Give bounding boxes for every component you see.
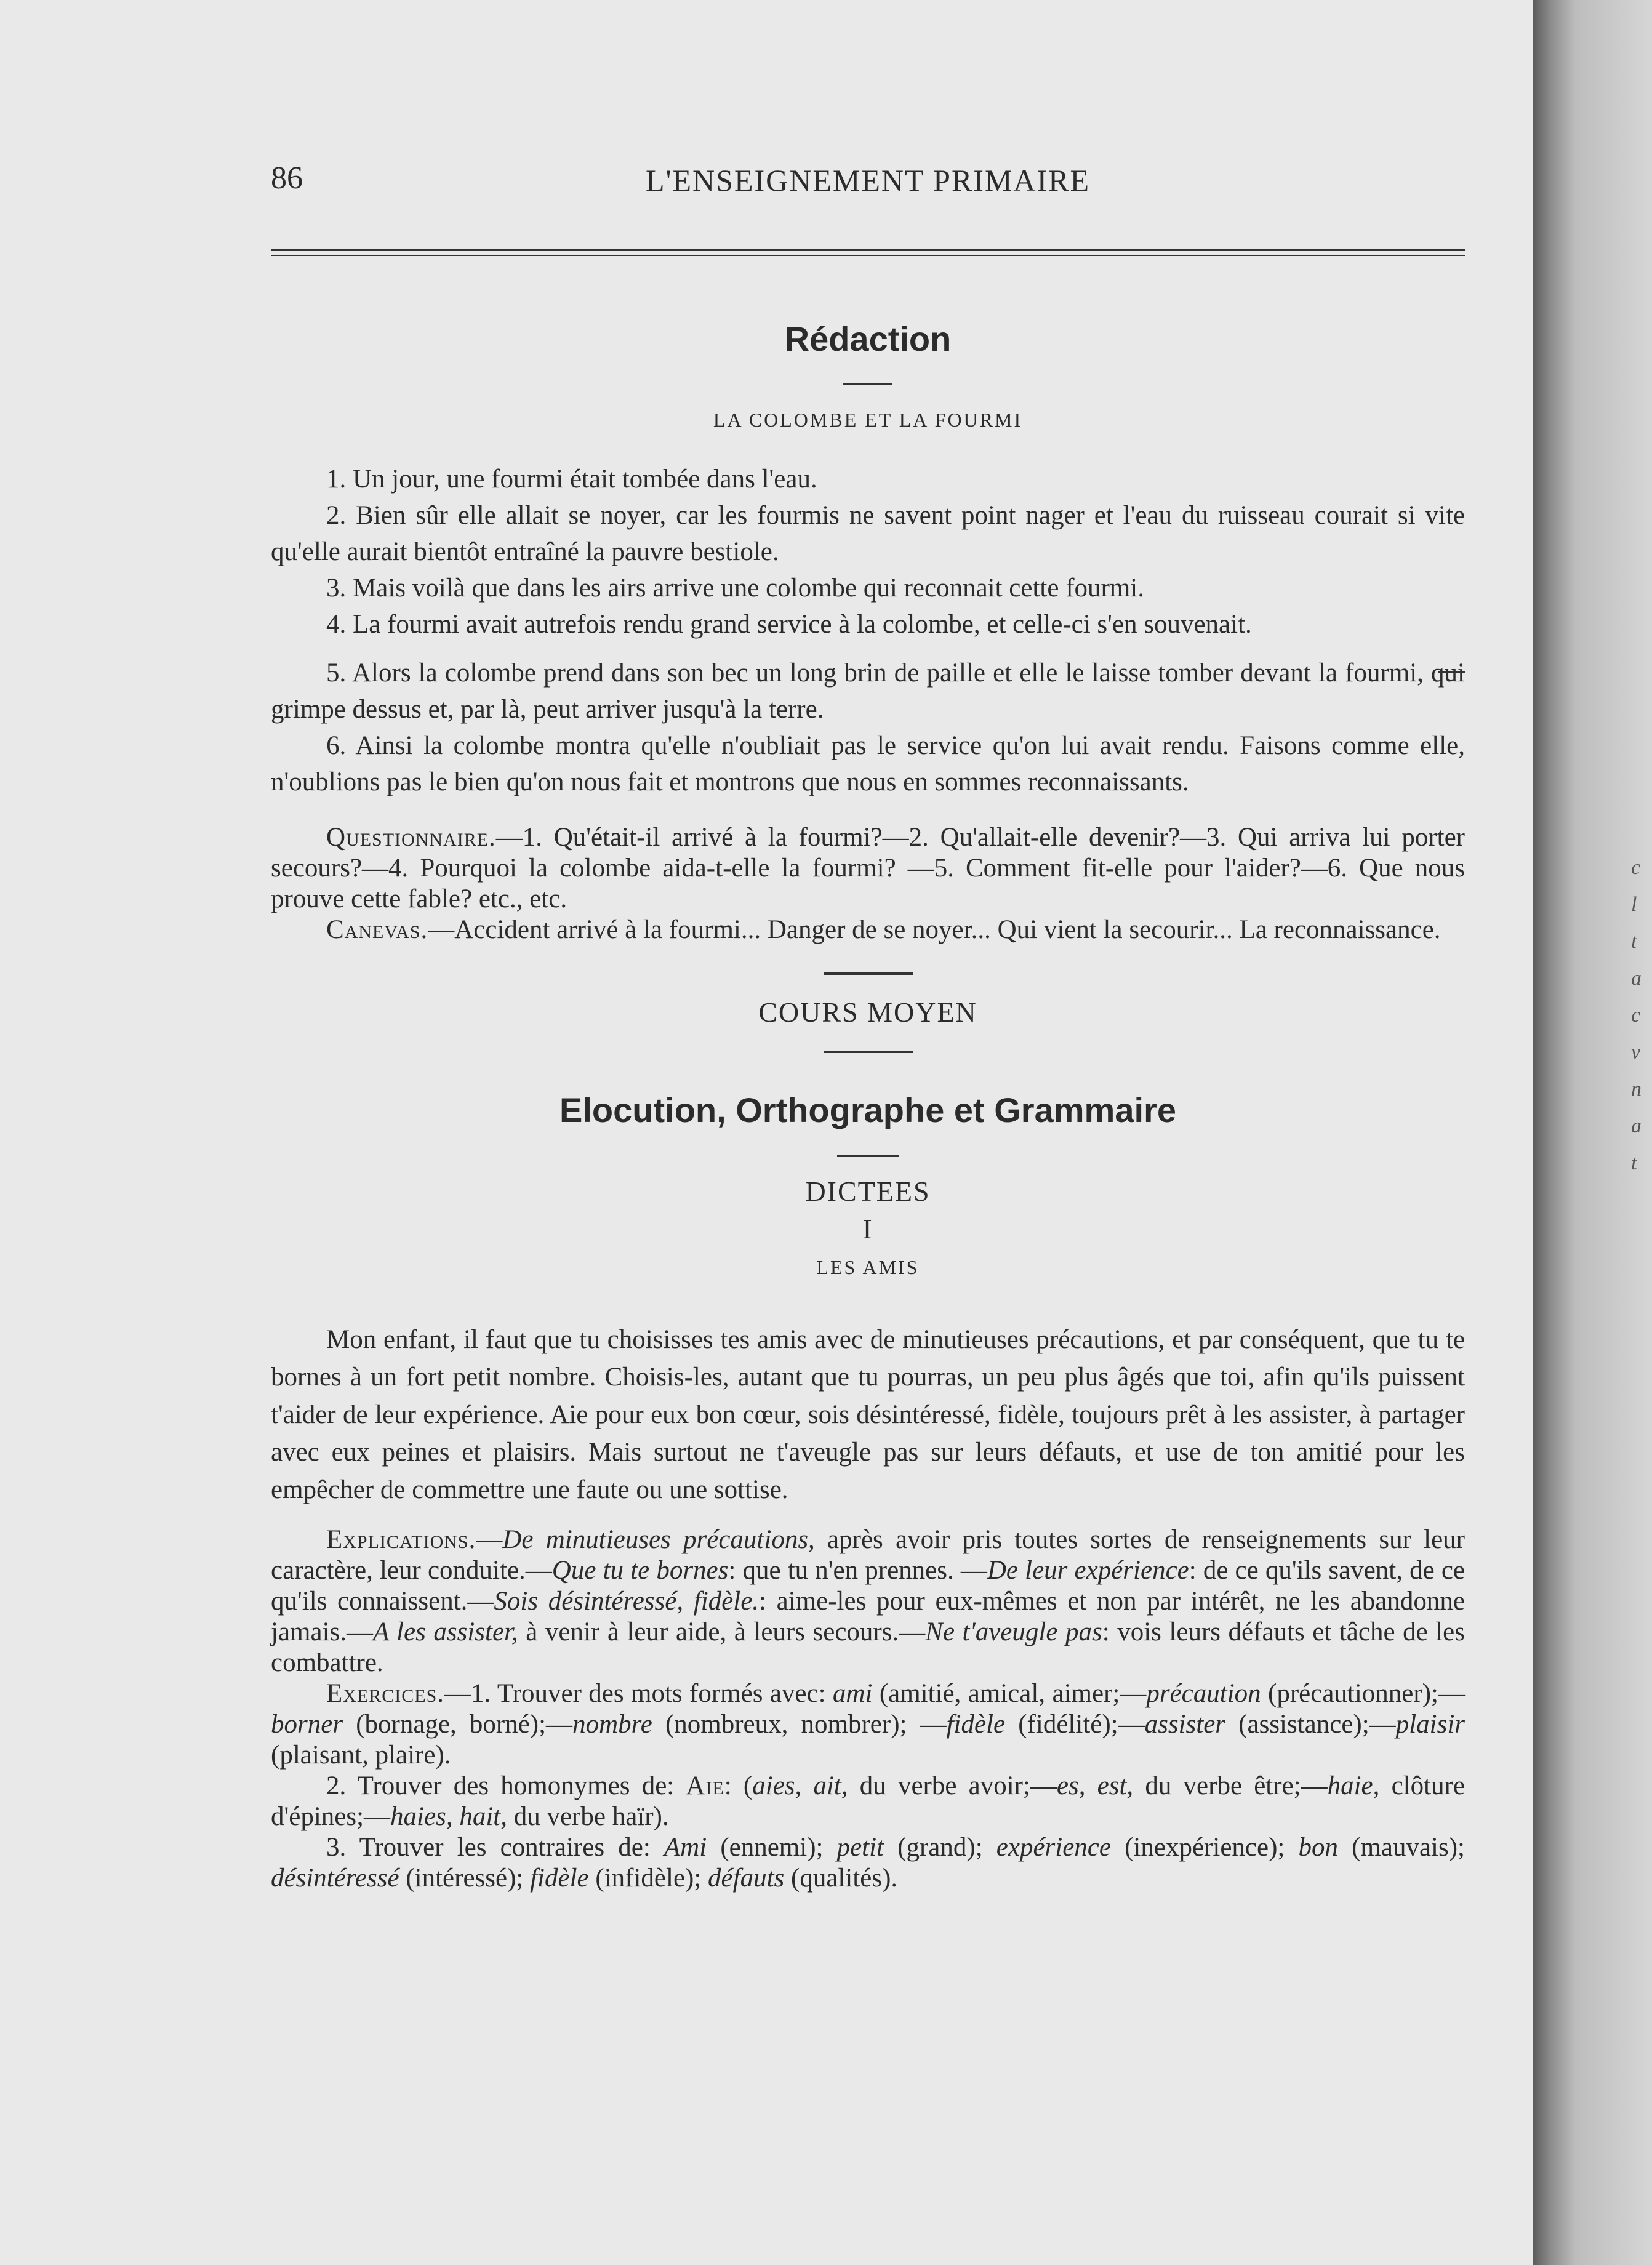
explications-text: : de ce qu'ils savent, de ce qu'ils connaissent.—: [271, 1556, 1466, 1616]
exercice-term: borner: [271, 1710, 343, 1739]
exercice-3: [271, 1832, 1465, 1894]
exercice-text: (grand);: [884, 1833, 996, 1862]
exercice-text: du verbe être;—: [1133, 1771, 1328, 1800]
next-page-letter: t: [1631, 1152, 1637, 1174]
exercice-text: (plaisant, plaire).: [271, 1741, 451, 1770]
explications-text: après avoir pris toutes sortes de renseignements sur leur caractère, leur conduite.—: [271, 1525, 1466, 1585]
short-rule: [843, 383, 892, 385]
section-heading-redaction: Rédaction: [784, 319, 952, 358]
explications-term: Ne t'aveugle pas: [925, 1618, 1102, 1646]
next-page-letters: [1631, 849, 1652, 1182]
exercice-term: es, est,: [1056, 1771, 1134, 1800]
header-double-rule: [271, 249, 1465, 256]
cours-moyen-title: COURS MOYEN: [758, 996, 977, 1028]
dictee-body: [271, 1321, 1465, 1509]
page-content: [271, 154, 1465, 1894]
explications: [271, 1525, 1465, 1678]
exercice-term: plaisir: [1395, 1710, 1465, 1739]
story-paragraph: 3. Mais voilà que dans les airs arrive une colombe qui reconnait cette fourmi.: [326, 574, 1144, 603]
story-paragraph: 1. Un jour, une fourmi était tombée dans l'eau.: [326, 465, 817, 494]
exercice-1: [271, 1678, 1465, 1771]
exercice-text: du verbe avoir;—: [848, 1771, 1057, 1800]
exercice-text: (inexpérience);: [1110, 1833, 1299, 1862]
exercice-term: petit: [836, 1833, 884, 1862]
exercice-term: bon: [1298, 1833, 1338, 1862]
exercice-text: (bornage, borné);—: [343, 1710, 573, 1739]
exercice-text: (ennemi);: [707, 1833, 837, 1862]
story-paragraph: 2. Bien sûr elle allait se noyer, car les fourmis ne savent point nager et l'eau du ruisseau courait si vite qu'elle aurait bientôt entraîné la pauvre bestiole.: [271, 501, 1465, 566]
exercice-term: défauts: [708, 1864, 785, 1893]
explications-term: Que tu te bornes: [551, 1556, 729, 1585]
explications-label: Explications.: [326, 1525, 476, 1554]
exercice-text: clôture d'épines;—: [271, 1771, 1465, 1831]
exercice-text: 2. Trouver des homonymes de:: [326, 1771, 686, 1800]
story-title: LA COLOMBE ET LA FOURMI: [713, 409, 1023, 431]
notes-block: [271, 1525, 1465, 1894]
exercice-text: du verbe haïr).: [507, 1802, 669, 1831]
exercice-term: fidèle: [946, 1710, 1006, 1739]
next-page-letter: a: [1631, 1115, 1642, 1137]
canevas: [271, 915, 1465, 945]
story-paragraphs: [271, 461, 1465, 800]
exercice-text: (précautionner);—: [1261, 1679, 1465, 1708]
exercice-text: (assistance);—: [1225, 1710, 1396, 1739]
exercice-text: (infidèle);: [588, 1864, 708, 1893]
exercice-text: (amitié, amical, aimer;—: [872, 1679, 1147, 1708]
exercice-text: (mauvais);: [1337, 1833, 1465, 1862]
exercice-2: [271, 1771, 1465, 1832]
explications-text: —: [476, 1525, 503, 1554]
exercice-term: désintéressé: [271, 1864, 399, 1893]
explications-term: A les assister,: [373, 1618, 518, 1646]
exercices-label: Exercices.: [326, 1679, 445, 1708]
explications-term: De leur expérience: [987, 1556, 1189, 1585]
exercice-text: —1. Trouver des mots formés avec:: [444, 1679, 833, 1708]
margin-dash: [1438, 671, 1465, 673]
story-paragraph: 5. Alors la colombe prend dans son bec un long brin de paille et elle le laisse tomber devant la fourmi, qui grimpe dessus et, par là, peut arriver jusqu'à la terre.: [271, 659, 1465, 724]
canevas-text: —Accident arrivé à la fourmi... Danger de se noyer... Qui vient la secourir... La reconnaissance.: [428, 915, 1441, 944]
questionnaire: [271, 822, 1465, 915]
questionnaire-text: —1. Qu'était-il arrivé à la fourmi?—2. Qu'allait-elle devenir?—3. Qui arriva lui porter secours?—4. Pourquoi la colombe aida-t-elle la fourmi? —5. Comment fit-elle pour l'aider?—6. Que nous prouve cette fable? etc., etc.: [271, 823, 1465, 913]
exercice-text: 3. Trouver les contraires de:: [326, 1833, 664, 1862]
story-paragraph: 6. Ainsi la colombe montra qu'elle n'oubliait pas le service qu'on lui avait rendu. Faisons comme elle, n'oublions pas le bien qu'on nous fait et montrons que nous en sommes reconnaissants.: [271, 731, 1465, 796]
exercice-term: Ami: [664, 1833, 707, 1862]
questionnaire-block: [271, 822, 1465, 945]
exercice-text: (nombreux, nombrer); —: [652, 1710, 947, 1739]
explications-term: Sois désintéressé, fidèle.: [494, 1587, 760, 1616]
exercice-text: (qualités).: [784, 1864, 898, 1893]
exercice-term: assister: [1144, 1710, 1226, 1739]
exercice-term: précaution: [1146, 1679, 1261, 1708]
explications-text: : vois leurs défauts et tâche de les combattre.: [271, 1618, 1465, 1677]
next-page-letter: c: [1631, 1004, 1641, 1027]
next-page-letter: a: [1631, 967, 1642, 990]
next-page-letter: c: [1631, 856, 1641, 879]
section-rule-bottom: [824, 1051, 913, 1053]
running-head: [271, 154, 1465, 203]
exercice-text: (fidélité);—: [1005, 1710, 1145, 1739]
exercice-text: (intéressé);: [399, 1864, 531, 1893]
exercice-term: nombre: [572, 1710, 652, 1739]
exercice-term: haies, hait,: [390, 1802, 507, 1831]
exercice-term: ami: [832, 1679, 873, 1708]
exercice-term: expérience: [996, 1833, 1111, 1862]
section-heading-elocution: Elocution, Orthographe et Grammaire: [559, 1091, 1176, 1129]
exercice-text: : (: [724, 1771, 753, 1800]
next-page-letter: n: [1631, 1078, 1642, 1100]
next-page-letter: l: [1631, 893, 1637, 916]
explications-text: : que tu n'en prennes. —: [728, 1556, 987, 1585]
short-rule: [837, 1155, 899, 1157]
questionnaire-label: Questionnaire.: [326, 823, 496, 852]
exercice-term: Aie: [686, 1771, 724, 1800]
dictees-title: DICTEES: [805, 1176, 931, 1207]
explications-text: : aime-les pour eux-mêmes et non par intérêt, ne les abandonne jamais.—: [271, 1587, 1465, 1646]
exercice-term: aies, ait,: [752, 1771, 848, 1800]
explications-text: à venir à leur aide, à leurs secours.—: [518, 1618, 926, 1646]
explications-term: De minutieuses précautions,: [502, 1525, 815, 1554]
story-paragraph: 4. La fourmi avait autrefois rendu grand service à la colombe, et celle-ci s'en souvenait.: [326, 610, 1252, 639]
page-number: 86: [271, 161, 303, 196]
section-rule-top: [824, 972, 913, 975]
exercice-term: fidèle: [530, 1864, 589, 1893]
dictee-paragraph: Mon enfant, il faut que tu choisisses tes amis avec de minutieuses précautions, et par conséquent, que tu te bornes à un fort petit nombre. Choisis-les, autant que tu pourras, un peu plus âgés que toi, afin qu'ils puissent t'aider de leur expérience. Aie pour eux bon cœur, sois désintéressé, fidèle, toujours prêt à les assister, à partager avec eux peines et plaisirs. Mais surtout ne t'aveugle pas sur leurs défauts, et use de ton amitié pour les empêcher de commettre une faute ou une sottise.: [271, 1325, 1465, 1504]
next-page-letter: v: [1631, 1041, 1641, 1064]
canevas-label: Canevas.: [326, 915, 428, 944]
dictee-title: LES AMIS: [816, 1256, 920, 1278]
next-page-letter: t: [1631, 930, 1637, 953]
exercice-term: haie,: [1327, 1771, 1380, 1800]
running-title: L'ENSEIGNEMENT PRIMAIRE: [645, 163, 1091, 198]
dictee-numeral: I: [862, 1213, 873, 1245]
